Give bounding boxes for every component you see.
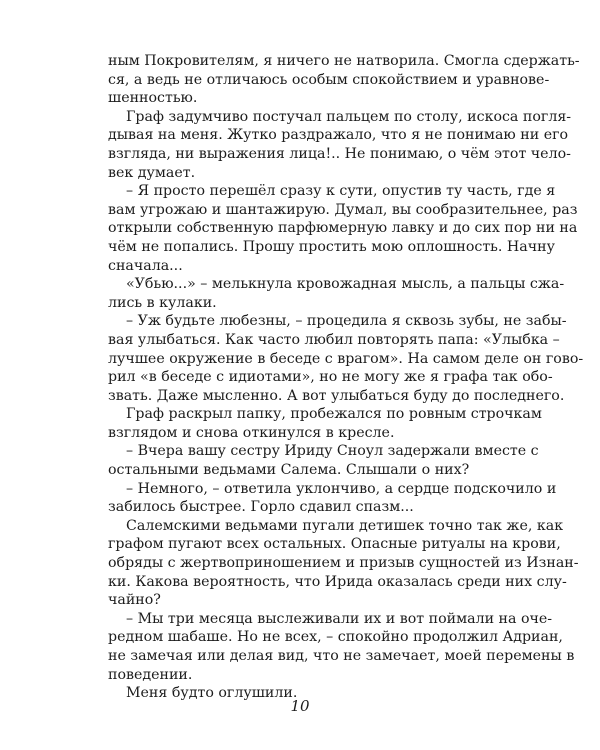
text-line: лучшее окружение в беседе с врагом». На самом деле он гово- xyxy=(108,350,584,367)
paragraph xyxy=(108,312,584,405)
text-line: чайно? xyxy=(108,592,161,609)
paragraph xyxy=(108,480,557,517)
text-line: вам угрожаю и шантажирую. Думал, вы сообразительнее, раз xyxy=(108,201,578,218)
text-line: дывая на меня. Жутко раздражало, что я не понимаю ни его xyxy=(108,127,569,144)
text-line: Салемскими ведьмами пугали детишек точно так же, как xyxy=(126,517,564,534)
text-line: чём не попались. Прошу простить мою оплошность. Начну xyxy=(108,238,555,255)
text-line: Граф раскрыл папку, пробежался по ровным строчкам xyxy=(126,406,542,423)
text-line: век думает. xyxy=(108,164,196,181)
text-line: вая улыбаться. Как часто любил повторять папа: «Улыбка – xyxy=(108,331,560,348)
text-line: ным Покровителям, я ничего не натворила. Смогла сдержать- xyxy=(108,53,580,69)
text-line: – Вчера вашу сестру Ириду Сноул задержали вместе с xyxy=(126,443,539,460)
paragraph xyxy=(108,405,542,442)
text-line: «Убью...» – мелькнула кровожадная мысль, а пальцы сжа- xyxy=(126,276,565,293)
text-line: Меня будто оглушили. xyxy=(126,685,298,702)
paragraph xyxy=(108,517,579,610)
paragraph xyxy=(108,52,580,108)
paragraph xyxy=(108,182,578,275)
text-line: – Немного, – ответила уклончиво, а сердце подскочило и xyxy=(126,480,557,497)
text-line: ся, а ведь не отличаюсь особым спокойствием и уравнове- xyxy=(108,71,550,88)
text-line: поведении. xyxy=(108,666,193,683)
text-line: – Я просто перешёл сразу к сути, опустив ту часть, где я xyxy=(126,183,556,200)
text-line: рил «в беседе с идиотами», но не могу же я графа так обо- xyxy=(108,369,553,386)
text-line: редном шабаше. Но не всех, – спокойно продолжил Адриан, xyxy=(108,629,563,646)
text-line: – Мы три месяца выслеживали их и вот поймали на оче- xyxy=(126,610,553,627)
text-line: забилось быстрее. Горло сдавил спазм... xyxy=(108,499,414,516)
paragraph xyxy=(108,108,572,182)
text-line: остальными ведьмами Салема. Слышали о них? xyxy=(108,462,470,479)
text-line: – Уж будьте любезны, – процедила я сквозь зубы, не забы- xyxy=(126,313,567,330)
paragraph xyxy=(108,610,575,684)
text-line: открыли собственную парфюмерную лавку и до сих пор ни на xyxy=(108,220,578,237)
text-line: ки. Какова вероятность, что Ирида оказалась среди них слу- xyxy=(108,573,567,590)
text-line: обряды с жертвоприношением и призыв сущностей из Изнан- xyxy=(108,555,579,572)
page-number: 10 xyxy=(290,697,310,715)
text-line: звать. Даже мысленно. А вот улыбаться буду до последнего. xyxy=(108,387,565,404)
text-line: сначала... xyxy=(108,257,183,274)
text-line: лись в кулаки. xyxy=(108,294,217,311)
text-line: шенностью. xyxy=(108,90,198,107)
text-line: графом пугают всех остальных. Опасные ритуалы на крови, xyxy=(108,536,561,553)
paragraph xyxy=(108,275,565,312)
body-text xyxy=(108,52,584,703)
text-line: Граф задумчиво постучал пальцем по столу, искоса погля- xyxy=(126,108,572,125)
text-line: не замечая или делая вид, что не замечает, моей перемены в xyxy=(108,648,575,664)
text-line: взгляда, ни выражения лица!.. Не понимаю, о чём этот чело- xyxy=(108,145,571,162)
text-line: взглядом и снова откинулся в кресле. xyxy=(108,424,395,441)
paragraph xyxy=(108,442,539,479)
